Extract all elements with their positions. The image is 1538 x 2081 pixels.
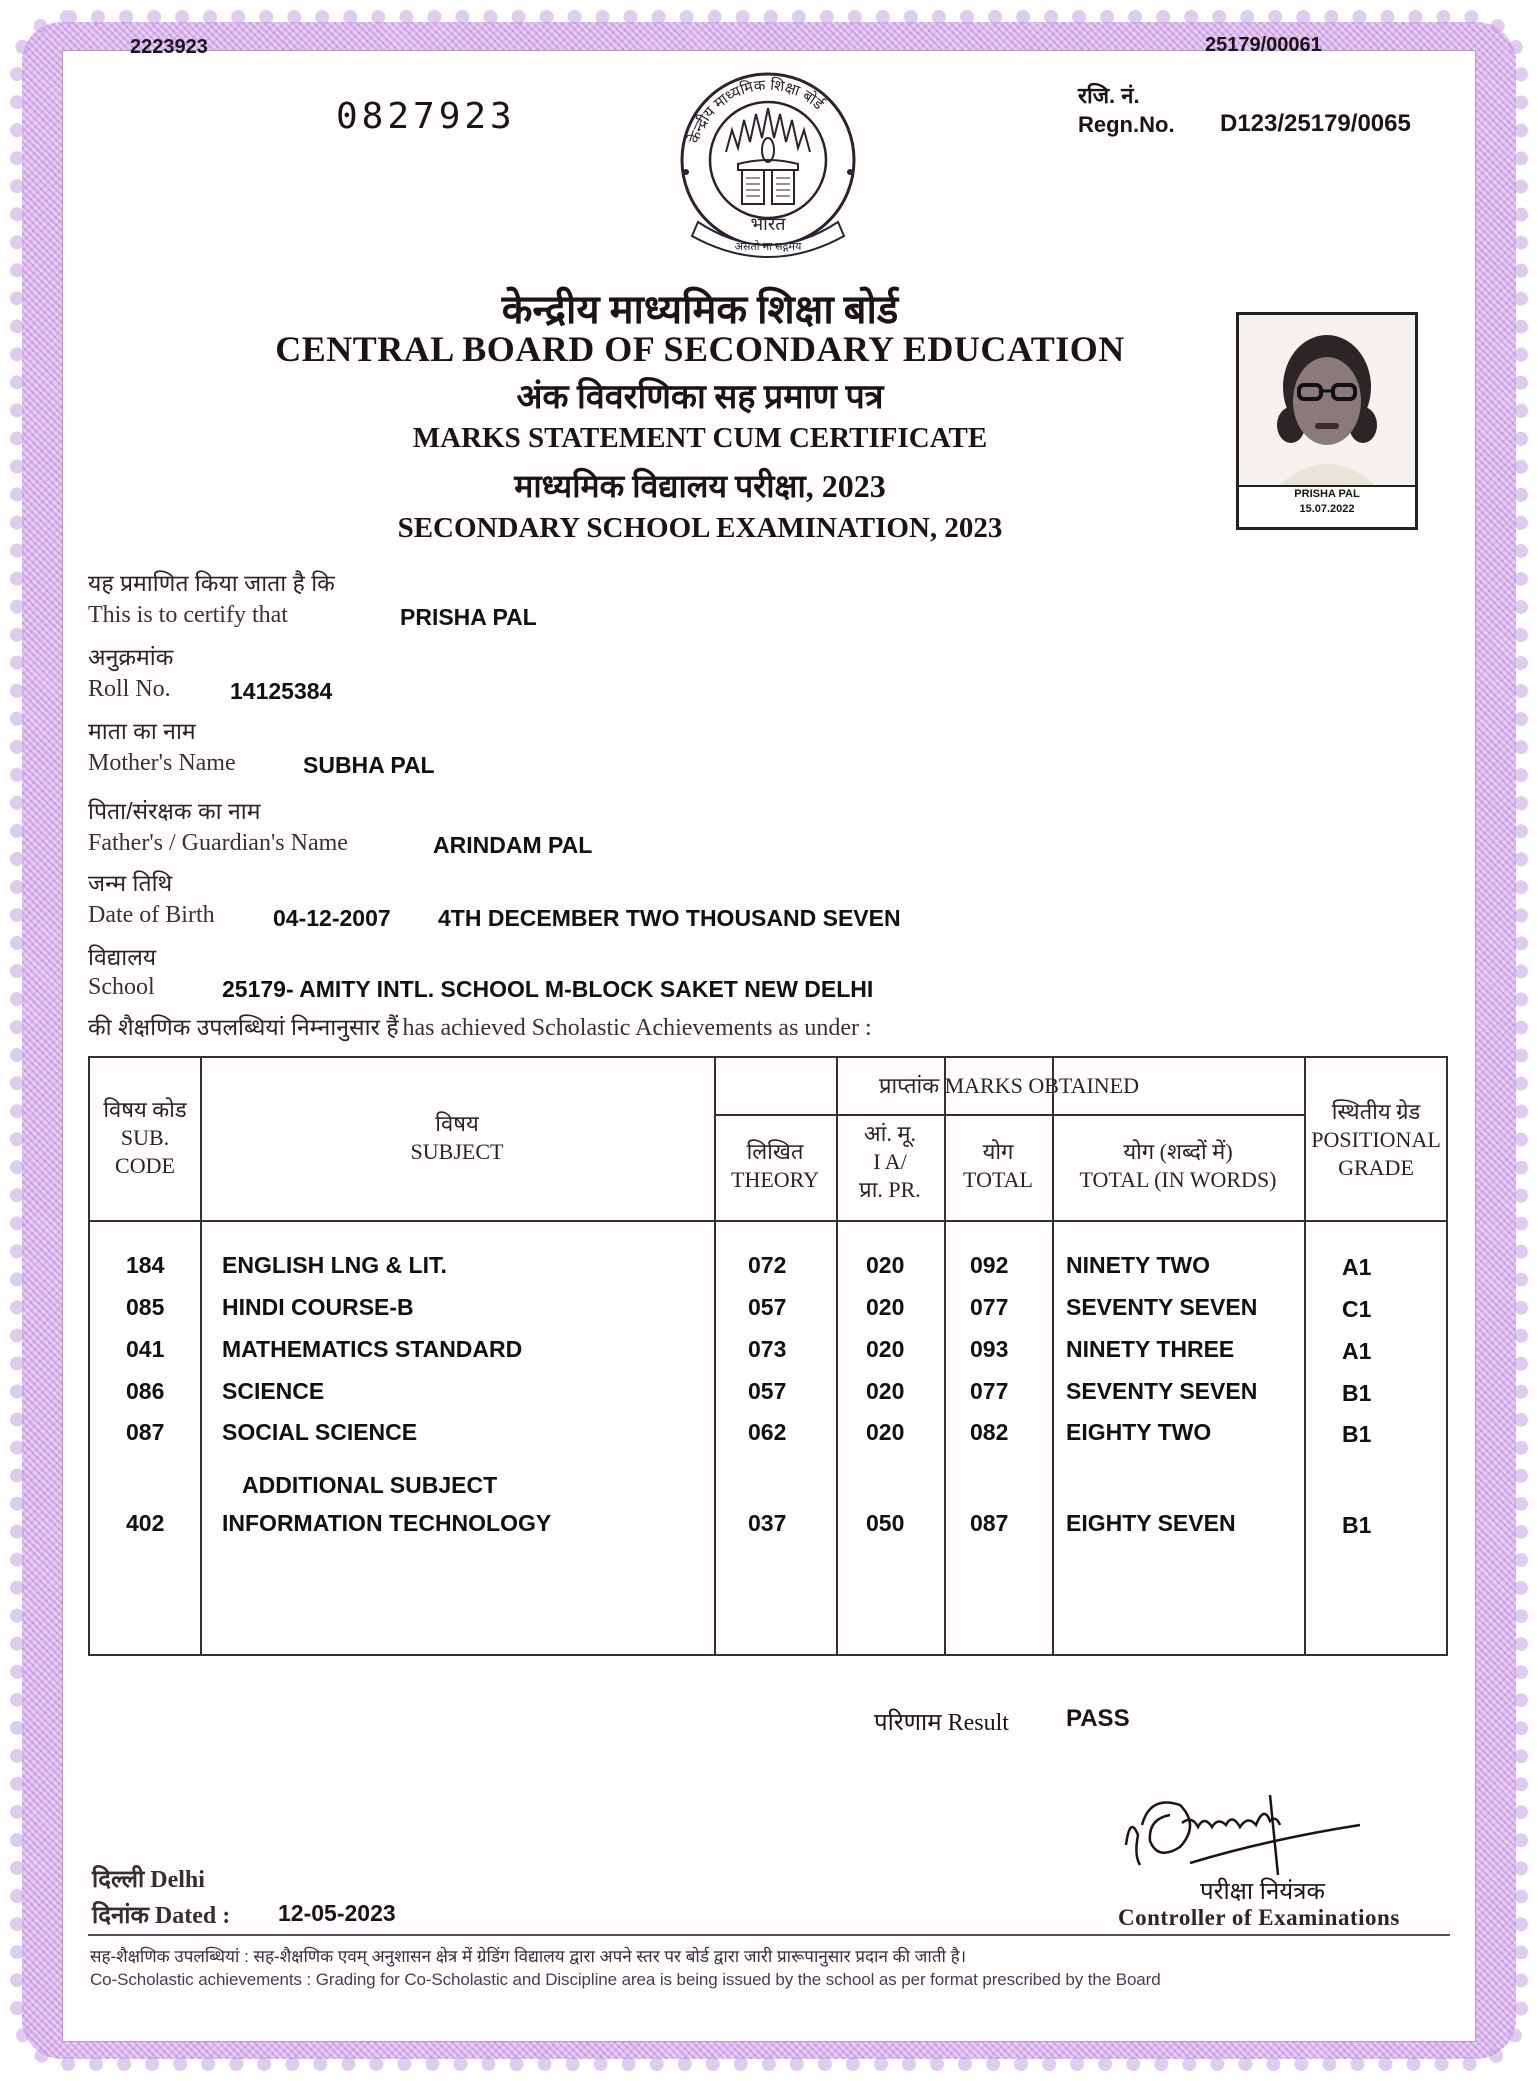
result-label: परिणाम Result: [874, 1710, 1009, 1736]
dob-words: 4TH DECEMBER TWO THOUSAND SEVEN: [438, 905, 901, 931]
father-label: Father's / Guardian's Name: [88, 830, 348, 856]
school-label-hindi: विद्यालय: [88, 944, 157, 970]
achievements-intro-english: has achieved Scholastic Achievements as under :: [402, 1015, 872, 1041]
exam-title-english: SECONDARY SCHOOL EXAMINATION, 2023: [397, 512, 1003, 544]
roll-number: 14125384: [230, 678, 333, 704]
footer-divider: [88, 1934, 1450, 1936]
school-name: 25179- AMITY INTL. SCHOOL M-BLOCK SAKET NEW DELHI: [222, 976, 874, 1002]
school-label: School: [88, 974, 155, 1000]
dob-value: 04-12-2007: [273, 905, 391, 931]
controller-title-hindi: परीक्षा नियंत्रक: [1200, 1878, 1325, 1905]
roll-label: Roll No.: [88, 676, 171, 702]
additional-subject-heading: ADDITIONAL SUBJECT: [242, 1472, 498, 1498]
dated-value: 12-05-2023: [278, 1900, 396, 1926]
registration-label: Regn.No.: [1078, 112, 1175, 137]
roll-label-hindi: अनुक्रमांक: [88, 644, 174, 670]
header-marks-obtained: प्राप्तांक MARKS OBTAINED: [878, 1073, 1140, 1098]
dob-label: Date of Birth: [88, 902, 215, 928]
svg-text:भारत: भारत: [750, 214, 786, 234]
father-label-hindi: पिता/संरक्षक का नाम: [88, 798, 261, 824]
svg-text:केन्द्रीय माध्यमिक शिक्षा बोर्: केन्द्रीय माध्यमिक शिक्षा बोर्ड: [685, 76, 827, 146]
header-subject: विषय SUBJECT: [410, 1111, 504, 1164]
result-value: PASS: [1066, 1705, 1130, 1732]
serial-number-top-left: 2223923: [130, 36, 208, 58]
student-name: PRISHA PAL: [400, 604, 537, 630]
header-internal-assessment: आं. मू. I A/ प्रा. PR.: [859, 1121, 921, 1202]
father-name: ARINDAM PAL: [433, 832, 593, 858]
photo-caption: [1239, 487, 1415, 517]
mother-label-hindi: माता का नाम: [88, 718, 196, 744]
controller-title: Controller of Examinations: [1118, 1905, 1400, 1930]
photo-caption-name: PRISHA PAL: [1294, 488, 1360, 500]
document-title-english: MARKS STATEMENT CUM CERTIFICATE: [412, 422, 988, 454]
mother-label: Mother's Name: [88, 750, 236, 776]
svg-text:असतो मा सद्गमय: असतो मा सद्गमय: [734, 241, 802, 253]
mother-name: SUBHA PAL: [303, 752, 435, 778]
dob-label-hindi: जन्म तिथि: [88, 870, 173, 896]
document-title-hindi: अंक विवरणिका सह प्रमाण पत्र: [516, 379, 884, 416]
place: दिल्ली Delhi: [92, 1867, 205, 1893]
certify-label-hindi: यह प्रमाणित किया जाता है कि: [88, 570, 335, 596]
certify-label: This is to certify that: [88, 602, 288, 628]
signature-icon: [1120, 1775, 1380, 1885]
serial-number-top-right: 25179/00061: [1205, 34, 1322, 56]
achievements-intro-hindi: की शैक्षणिक उपलब्धियां निम्नानुसार हैं: [88, 1014, 399, 1040]
board-name-hindi: केन्द्रीय माध्यमिक शिक्षा बोर्ड: [501, 287, 899, 332]
student-photo: [1239, 315, 1415, 487]
co-scholastic-note: Co-Scholastic achievements : Grading for Co-Scholastic and Discipline area is being issued by the school as per format prescribed by the Board: [90, 1970, 1161, 1989]
exam-title-hindi: माध्यमिक विद्यालय परीक्षा, 2023: [514, 468, 886, 504]
photo-caption-date: 15.07.2022: [1299, 503, 1355, 515]
header-sub-code: विषय कोड SUB. CODE: [103, 1097, 187, 1178]
header-positional-grade: स्थितीय ग्रेड POSITIONAL GRADE: [1311, 1099, 1441, 1180]
co-scholastic-note-hindi: सह-शैक्षणिक उपलब्धियां : सह-शैक्षणिक एवम् अनुशासन क्षेत्र में ग्रेडिंग विद्यालय द्वारा अपने स्तर पर बोर्ड द्वारा जारी प्रारूपानुसार प्रदान की जाती है।: [90, 1947, 967, 1966]
marks-table: विषय कोड SUB. CODE विषय SUBJECT प्राप्तांक MARKS OBTAINED लिखित THEORY आं. मू. I A/ प्रा. PR. योग TOTAL योग (शब्दों में) TOTAL (IN WORDS) स्थितीय ग्रेड POSITIONAL GRADE 184 ENGLISH LNG & LIT. 072 020 092 NINETY TWO A1 085 HINDI COURSE-B 057 020 077 SEVENTY SEVEN C1 041 MATHEMATICS STANDARD 073 020 093 NINETY THREE A1 086 SCIENCE 057 020 077 SEVENTY SEVEN B1 087 SOCIAL SCIENCE 062 020 082 EIGHTY TWO B1 ADDITIONAL SUBJECT 402 INFORMATION TECHNOLOGY 037 050 087 EIGHTY SEVEN B1: [88, 1056, 1448, 1656]
registration-label-hindi: रजि. नं.: [1078, 83, 1140, 108]
header-total: योग TOTAL: [963, 1139, 1033, 1192]
registration-number: D123/25179/0065: [1220, 110, 1411, 137]
student-photo-frame: [1236, 312, 1418, 530]
achievements-intro: [88, 1010, 872, 1042]
cbse-emblem-icon: [668, 72, 868, 262]
certificate-number: 0827923: [336, 96, 516, 137]
dated-label: दिनांक Dated :: [92, 1903, 231, 1929]
board-name-english: CENTRAL BOARD OF SECONDARY EDUCATION: [275, 329, 1125, 369]
header-total-in-words: योग (शब्दों में) TOTAL (IN WORDS): [1079, 1139, 1277, 1192]
header-theory: लिखित THEORY: [731, 1139, 819, 1192]
